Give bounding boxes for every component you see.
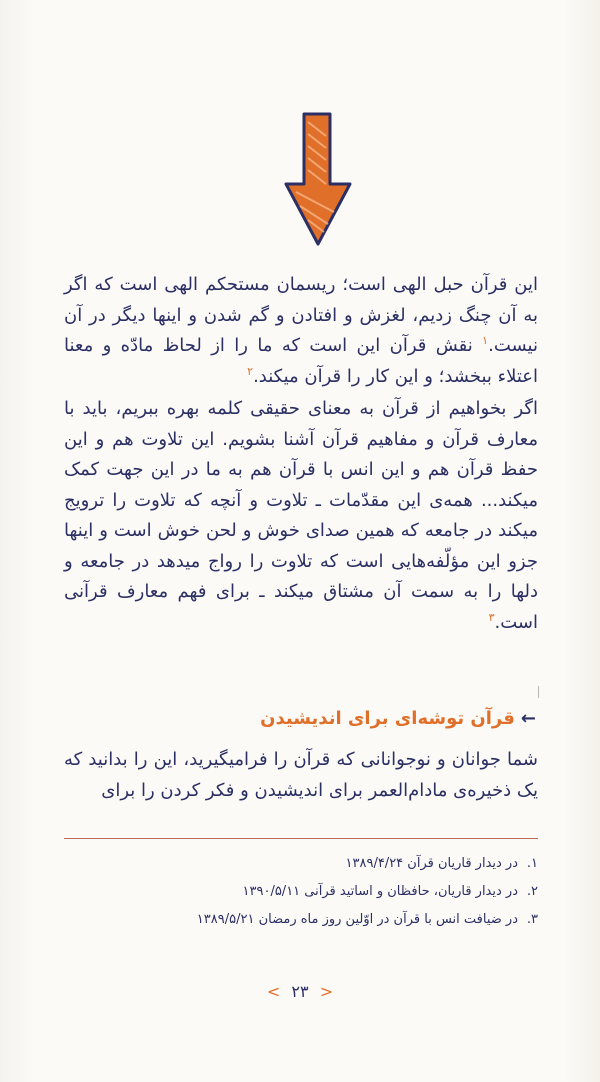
footnote-ref-3: ۳ — [488, 610, 495, 624]
margin-mark — [538, 686, 539, 698]
section-paragraph: شما جوانان و نوجوانانی که قرآن را فرامیگیرید، این را بدانید که یک ذخیره‌ی مادام‌العمر برای اندیشیدن و فکر کردن را برای — [64, 749, 538, 801]
right-chevron-icon: > — [319, 982, 334, 1001]
paragraph-1-tail: نقش قرآن این است که ما را از لحاظ مادّه و معنا اعتلاء ببخشد؛ و این کار را قرآن میکند. — [64, 335, 538, 387]
down-arrow-icon — [280, 108, 356, 250]
footnote-3-number: ۳. — [526, 912, 538, 927]
paragraph-1 — [64, 270, 538, 392]
section-heading-text: قرآن توشه‌ای برای اندیشیدن — [260, 708, 515, 729]
section-body — [64, 744, 538, 806]
footnote-3 — [64, 906, 538, 934]
footnotes — [64, 850, 538, 934]
left-chevron-icon: < — [266, 982, 281, 1001]
main-body — [64, 270, 538, 638]
footnote-ref-1: ۱ — [482, 334, 489, 347]
paragraph-2 — [64, 394, 538, 638]
paragraph-1-text: این قرآن حبل الهی است؛ ریسمان مستحکم الهی است که اگر به آن چنگ زدیم، لغزش و افتادن و گم شدن و اینها دیگر در آن نیست. — [64, 274, 538, 356]
footnote-1-number: ۱. — [526, 856, 538, 871]
page-number-text: ۲۳ — [291, 982, 309, 1001]
paragraph-2-text: اگر بخواهیم از قرآن به معنای حقیقی کلمه بهره ببریم، باید با معارف قرآن و مفاهیم قرآن آشنا بشویم. این تلاوت هم و این حفظ قرآن هم و این انس با قرآن هم به ما در این جهت کمک میکند... همه‌ی این مقدّمات ـ تلاوت و آنچه که تلاوت را ترویج میکند در جامعه که همین صدای خوش و لحن خوش است و اینها جزو این مؤلّفه‌هایی است که تلاوت را رواج میدهد در جامعه و دلها را به سمت آن مشتاق میکند ـ برای فهم معارف قرآنی است. — [64, 398, 538, 633]
footnote-ref-2: ۲ — [247, 364, 254, 378]
footnote-3-text: در ضیافت انس با قرآن در اوّلین روز ماه رمضان ۱۳۸۹/۵/۲۱ — [196, 912, 518, 927]
footnote-1-text: در دیدار قاریان قرآن ۱۳۸۹/۴/۲۴ — [345, 856, 518, 871]
footnote-divider — [64, 838, 538, 839]
footnote-2-number: ۲. — [526, 884, 538, 899]
section-heading — [62, 708, 536, 729]
page-number — [0, 982, 600, 1001]
footnote-2-text: در دیدار قاریان، حافظان و اساتید قرآنی ۱۳۹۰/۵/۱۱ — [242, 884, 518, 899]
footnote-1 — [64, 850, 538, 878]
footnote-2 — [64, 878, 538, 906]
left-arrow-icon: ← — [520, 707, 536, 729]
